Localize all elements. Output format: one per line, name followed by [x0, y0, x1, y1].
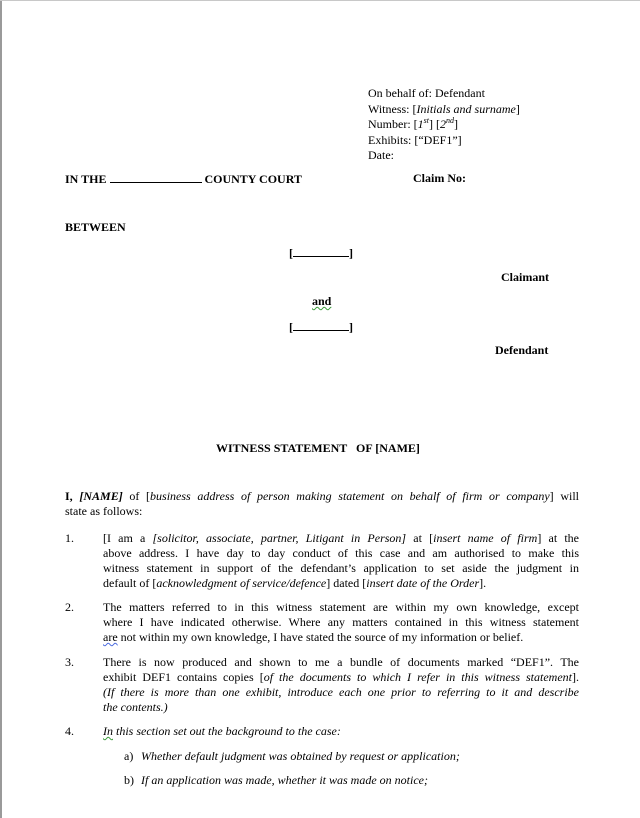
witness-line: Witness: [Initials and surname]: [368, 101, 520, 116]
paragraph-2: The matters referred to in this witness statement are within my own knowledge, except where I have indicated otherwise. Where any matters contained in this witness statement are not within my own knowledge, I have stated the source of my information or belief.: [103, 600, 579, 644]
document-title: WITNESS STATEMENT OF [NAME]: [216, 441, 420, 455]
claim-number-label: Claim No:: [413, 171, 466, 185]
paragraph-3: There is now produced and shown to me a bundle of documents marked “DEF1”. The exhibit DEF1 contains copies [of the documents to which I refer in this witness statement]. (If there is more than one exhibit, introduce each one prior to referring to it and describe the contents.): [103, 655, 579, 714]
list-item: b) If an application was made, whether it was made on notice;: [124, 773, 428, 787]
intro-paragraph: I, [NAME] of [business address of person making statement on behalf of firm or company] will state as follows:: [65, 489, 580, 518]
defendant-name-field: [ ]: [289, 320, 353, 334]
defendant-label: Defendant: [495, 343, 549, 357]
date-line: Date:: [368, 148, 394, 162]
page-left-edge: [0, 0, 2, 818]
and-label: and: [312, 294, 332, 308]
on-behalf-line: On behalf of: Defendant: [368, 86, 485, 100]
court-name-blank: [110, 171, 202, 183]
claimant-name-field: [ ]: [289, 246, 353, 260]
number-line: Number: [1st] [2nd]: [368, 116, 458, 131]
between-label: BETWEEN: [65, 220, 126, 234]
claimant-label: Claimant: [501, 270, 549, 284]
page-top-edge: [0, 0, 640, 1]
county-court-label: COUNTY COURT: [204, 172, 302, 186]
list-item: a) Whether default judgment was obtained by request or application;: [124, 749, 460, 763]
paragraph-1: [I am a [solicitor, associate, partner, Litigant in Person] at [insert name of firm] at the above address. I have day to day conduct of this case and am authorised to make this witness statement in support of the defendant’s application to set aside the judgment in default of [acknowledgment of service/defence] dated [insert date of the Order].: [103, 531, 579, 590]
statement-header-block: [368, 86, 520, 164]
exhibits-line: Exhibits: [“DEF1”]: [368, 132, 462, 147]
paragraph-number: 3.: [65, 655, 74, 669]
paragraph-number: 4.: [65, 724, 74, 738]
in-the-label: IN THE: [65, 172, 107, 186]
paragraph-number: 1.: [65, 531, 74, 545]
paragraph-number: 2.: [65, 600, 74, 614]
paragraph-4: In this section set out the background to the case:: [103, 724, 341, 738]
court-line: [65, 171, 302, 187]
